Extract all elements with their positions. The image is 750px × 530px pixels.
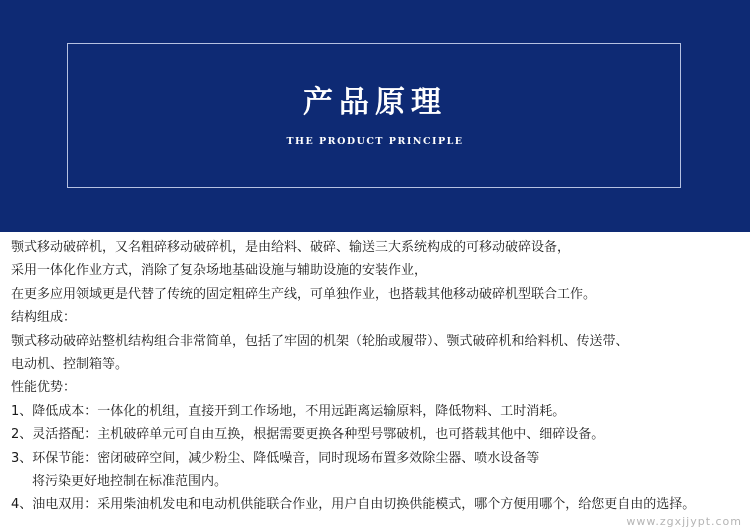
header-banner [0, 0, 750, 232]
watermark: www.zgxjjypt.com [626, 515, 742, 528]
section-heading-advantages: 性能优势： [11, 380, 77, 396]
page-title: 产品原理 [303, 85, 447, 120]
list-item: 2、灵活搭配：主机破碎单元可自由互换，根据需要更换各种型号鄂破机，也可搭载其他中、细碎设备。 [11, 427, 605, 443]
page-subtitle: THE PRODUCT PRINCIPLE [286, 136, 464, 147]
list-item: 1、降低成本：一体化的机组，直接开到工作场地，不用远距离运输原料，降低物料、工时消耗。 [11, 403, 566, 419]
text-line: 颚式移动破碎机，又名粗碎移动破碎机，是由给料、破碎、输送三大系统构成的可移动破碎设备， [11, 240, 571, 255]
list-item: 4、油电双用：采用柴油机发电和电动机供能联合作业，用户自由切换供能模式，哪个方便用哪个，给您更自由的选择。 [11, 497, 696, 513]
list-item: 3、环保节能：密闭破碎空间，减少粉尘、降低噪音，同时现场布置多效除尘器、喷水设备等 [11, 450, 540, 466]
text-line: 采用一体化作业方式，消除了复杂场地基础设施与辅助设施的安装作业， [11, 263, 428, 279]
text-line: 电动机、控制箱等。 [11, 356, 129, 372]
text-line: 在更多应用领域更是代替了传统的固定粗碎生产线，可单独作业，也搭载其他移动破碎机型联合工作。 [11, 286, 597, 302]
section-heading-structure: 结构组成： [11, 310, 77, 326]
list-item-continuation: 将污染更好地控制在标准范围内。 [32, 473, 228, 489]
text-line: 颚式移动破碎站整机结构组合非常简单，包括了牢固的机架（轮胎或履带）、颚式破碎机和给料机、传送带、 [11, 333, 629, 349]
description-text [11, 236, 747, 517]
